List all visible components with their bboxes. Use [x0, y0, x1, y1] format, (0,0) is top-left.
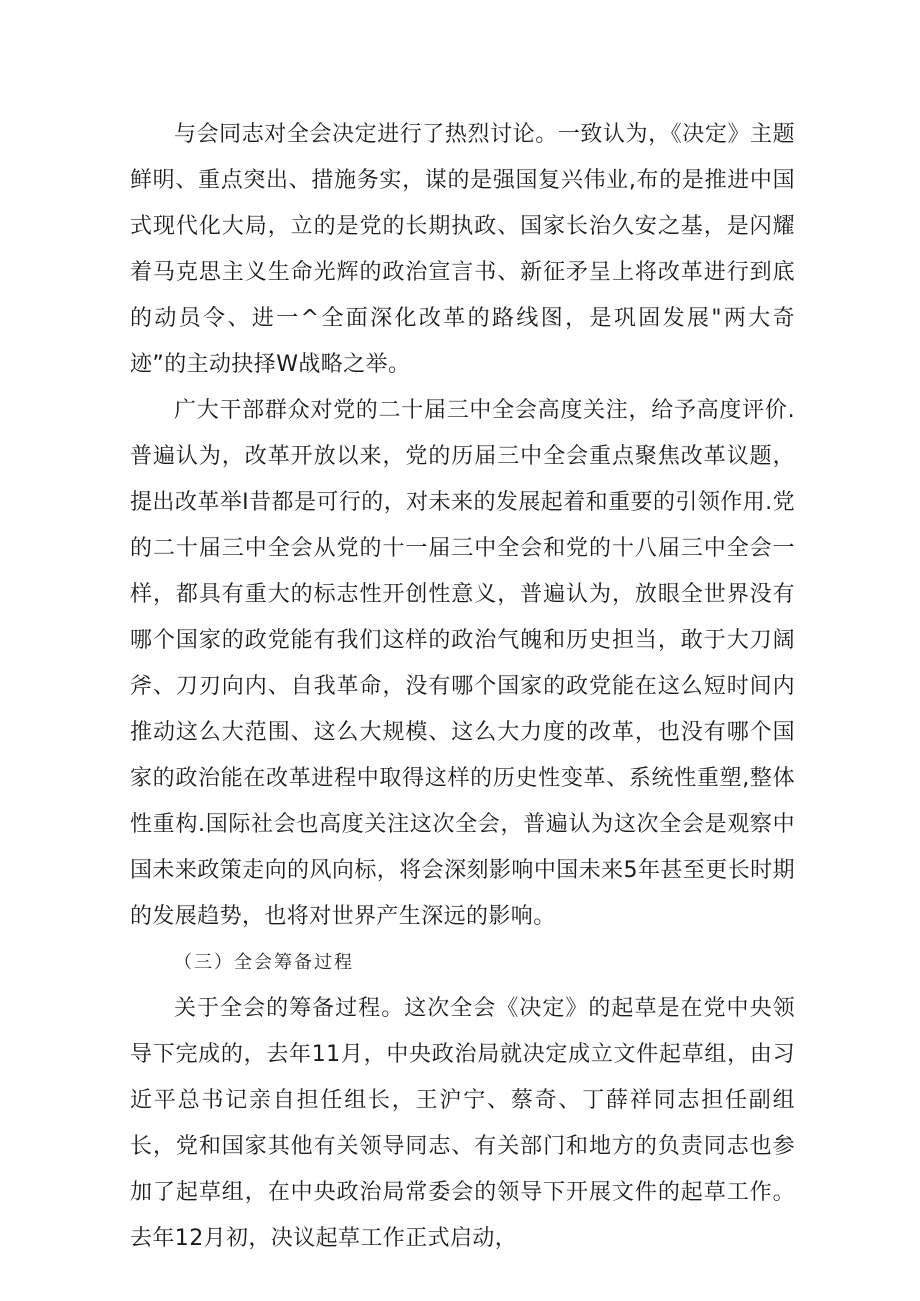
paragraph-evaluation: 广大干部群众对党的二十届三中全会高度关注，给予高度评价.普遍认为，改革开放以来，党的历届三中全会重点聚焦改革议题，提出改革举I昔都是可行的，对未来的发展起着和重要的引领作用.党的二十届三中全会从党的十一届三中全会和党的十八届三中全会一样，都具有重大的标志性开创性意义，普遍认为，放眼全世界没有哪个国家的政党能有我们这样的政治气魄和历史担当，敢于大刀阔斧、刀刃向内、自我革命，没有哪个国家的政党能在这么短时间内推动这么大范围、这么大规模、这么大力度的改革，也没有哪个国家的政治能在改革进程中取得这样的历史性变革、系统性重塑,整体性重构.国际社会也高度关注这次全会，普遍认为这次全会是观察中国未来政策走向的风向标，将会深刻影响中国未来5年甚至更长时期的发展趋势，也将对世界产生深远的影响。: [130, 398, 795, 929]
section-heading: （三）全会筹备过程: [174, 952, 354, 973]
document-page: [130, 112, 795, 1262]
paragraph-discussion: 与会同志对全会决定进行了热烈讨论。一致认为，《决定》主题鲜明、重点突出、措施务实，谋的是强国复兴伟业,布的是推进中国式现代化大局，立的是党的长期执政、国家长治久安之基，是闪耀着马克思主义生命光辉的政治宣言书、新征矛呈上将改革进行到底的动员令、进一^全面深化改革的路线图，是巩固发展"两大奇迹”的主动抉择W战略之举。: [130, 122, 795, 377]
paragraph-preparation: 关于全会的筹备过程。这次全会《决定》的起草是在党中央领导下完成的，去年11月，中央政治局就决定成立文件起草组，由习近平总书记亲自担任组长，王沪宁、蔡奇、丁薛祥同志担任副组长，党和国家其他有关领导同志、有关部门和地方的负责同志也参加了起草组，在中央政治局常委会的领导下开展文件的起草工作。去年12月初，决议起草工作正式启动，: [130, 996, 795, 1251]
